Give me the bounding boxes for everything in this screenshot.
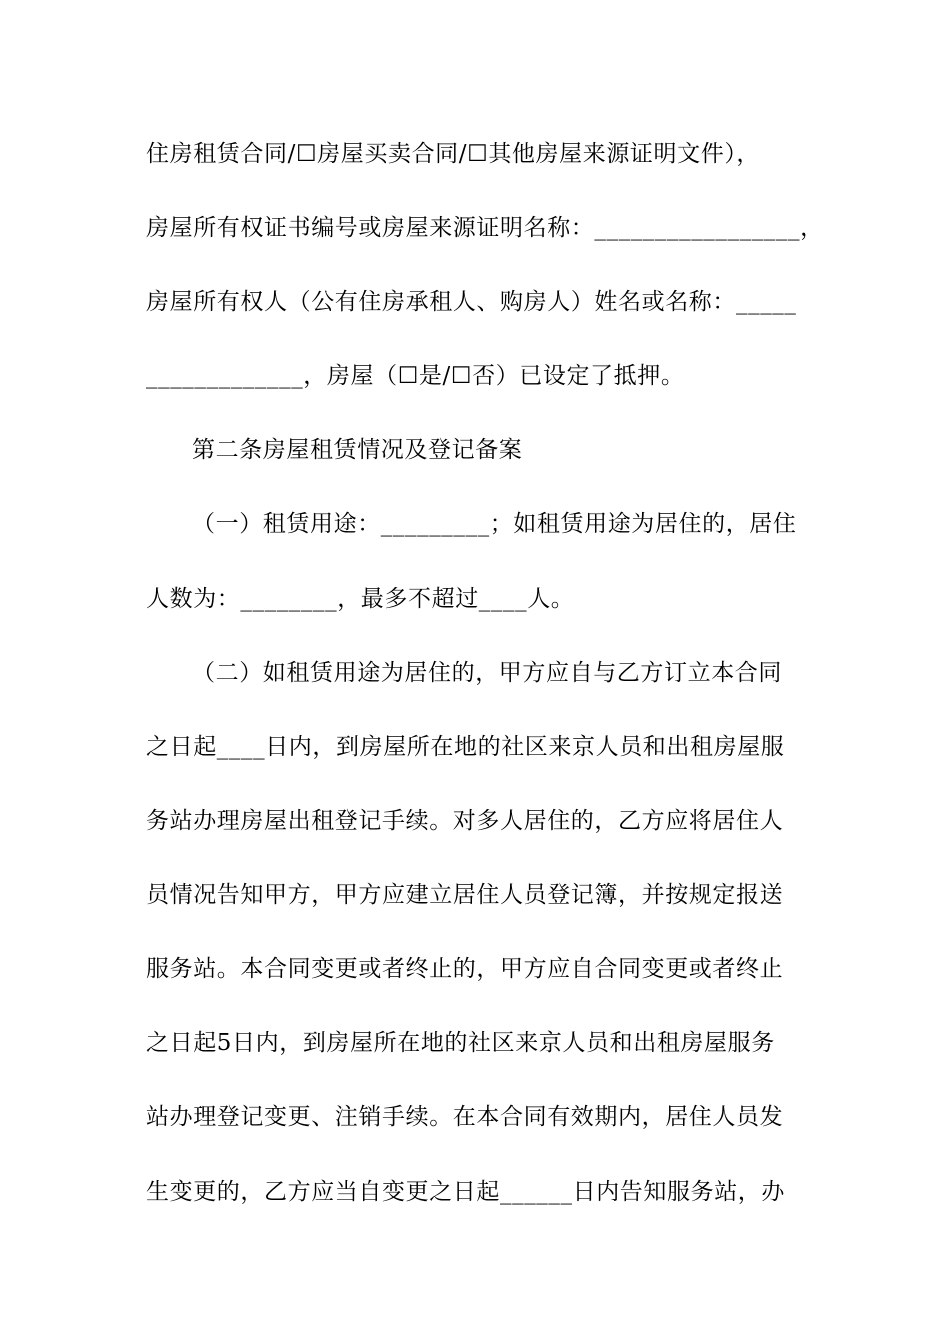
text-line-3: 房屋所有权人（公有住房承租人、购房人）姓名或名称：_____: [146, 289, 797, 315]
text-line-6: （一）租赁用途：_________；如租赁用途为居住的，居住: [192, 511, 797, 537]
text-line-8: （二）如租赁用途为居住的，甲方应自与乙方订立本合同: [192, 660, 782, 686]
text-line-9: 之日起____日内，到房屋所在地的社区来京人员和出租房屋服: [146, 734, 785, 760]
text-line-11: 员情况告知甲方，甲方应建立居住人员登记簿，并按规定报送: [146, 882, 784, 908]
text-line-7: 人数为：________，最多不超过____人。: [146, 586, 575, 612]
text-line-10: 务站办理房屋出租登记手续。对多人居住的，乙方应将居住人: [146, 808, 784, 834]
text-line-13: 之日起5日内，到房屋所在地的社区来京人员和出租房屋服务: [146, 1030, 775, 1056]
text-line-15: 生变更的，乙方应当自变更之日起______日内告知服务站，办: [146, 1179, 785, 1205]
text-line-1: 住房租赁合同/☐房屋买卖合同/☐其他房屋来源证明文件），: [146, 141, 761, 167]
text-line-4: _____________，房屋（☐是/☐否）已设定了抵押。: [146, 363, 685, 389]
text-line-12: 服务站。本合同变更或者终止的，甲方应自合同变更或者终止: [146, 956, 784, 982]
section-heading: 第二条房屋租赁情况及登记备案: [192, 437, 523, 463]
text-line-14: 站办理登记变更、注销手续。在本合同有效期内，居住人员发: [146, 1104, 784, 1130]
text-line-2: 房屋所有权证书编号或房屋来源证明名称：_________________，: [146, 215, 824, 241]
